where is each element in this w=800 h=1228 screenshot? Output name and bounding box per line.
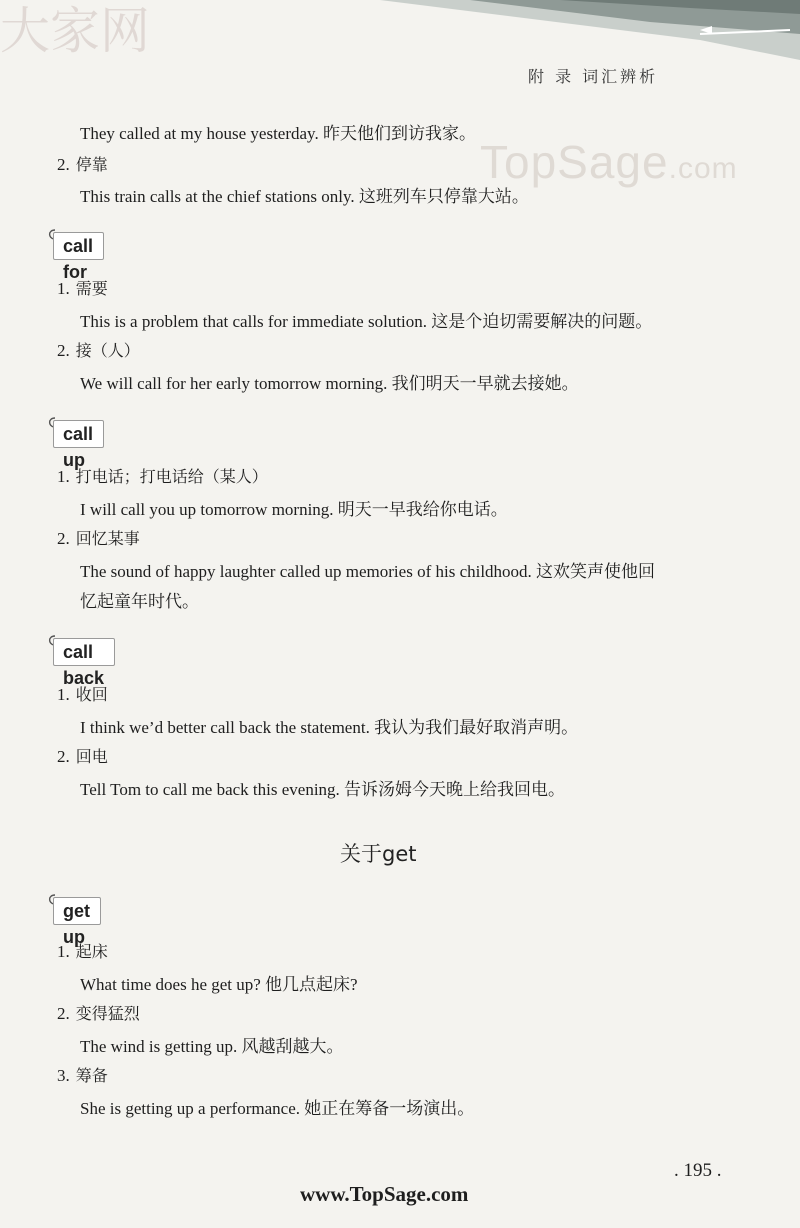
sense-label: 回电 (75, 747, 108, 766)
sense-item (57, 276, 108, 299)
sense-label: 回忆某事 (75, 529, 140, 548)
watermark-main: TopSage (480, 136, 669, 188)
phrase-tag-label: call for (53, 232, 104, 260)
sense-label: 变得猛烈 (75, 1004, 140, 1023)
phrase-tag-label: call back (53, 638, 115, 666)
example-sentence: I will call you up tomorrow morning. 明天一早我给你电话。 (80, 500, 508, 519)
header-title: 附 录 词汇辨析 (528, 67, 659, 86)
phrase-tag-label: get up (53, 897, 101, 925)
sense-label: 停靠 (75, 155, 108, 174)
sense-label: 收回 (75, 685, 108, 704)
sense-number: 3. (57, 1066, 70, 1085)
sense-number: 2. (57, 747, 70, 766)
sense-item (57, 1063, 108, 1086)
example-sentence: I think we’d better call back the statement. 我认为我们最好取消声明。 (80, 718, 579, 737)
example-sentence: What time does he get up? 他几点起床? (80, 975, 358, 994)
watermark (480, 135, 738, 189)
sense-number: 2. (57, 341, 70, 360)
example-sentence: The sound of happy laughter called up memories of his childhood. 这欢笑声使他回 (80, 562, 656, 581)
watermark-suffix: .com (668, 152, 738, 185)
sense-item (57, 152, 108, 175)
sense-number: 2. (57, 155, 70, 174)
example-sentence-continued: 忆起童年时代。 (80, 592, 199, 611)
example-sentence: The wind is getting up. 风越刮越大。 (80, 1037, 344, 1056)
watermark-logo-icon (0, 0, 180, 60)
sense-label: 接（人） (75, 341, 140, 360)
sense-number: 2. (57, 529, 70, 548)
sense-number: 1. (57, 467, 70, 486)
page-header (0, 0, 800, 110)
sense-item (57, 464, 268, 487)
example-sentence: Tell Tom to call me back this evening. 告诉汤姆今天晚上给我回电。 (80, 780, 566, 799)
sense-number: 1. (57, 685, 70, 704)
sense-label: 筹备 (75, 1066, 108, 1085)
sense-label: 需要 (75, 279, 108, 298)
footer-url: www.TopSage.com (300, 1182, 469, 1206)
sense-label: 起床 (75, 942, 108, 961)
sense-item (57, 744, 108, 767)
sense-item (57, 1001, 140, 1024)
sense-item (57, 682, 108, 705)
example-sentence: She is getting up a performance. 她正在筹备一场演出。 (80, 1099, 475, 1118)
phrase-tag-label: call up (53, 420, 104, 448)
example-sentence: This train calls at the chief stations only. 这班列车只停靠大站。 (80, 187, 529, 206)
example-sentence: They called at my house yesterday. 昨天他们到访我家。 (80, 124, 476, 143)
example-sentence: This is a problem that calls for immediate solution. 这是个迫切需要解决的问题。 (80, 312, 653, 331)
example-sentence: We will call for her early tomorrow morning. 我们明天一早就去接她。 (80, 374, 579, 393)
svg-text:大家网: 大家网 (0, 2, 150, 60)
sense-item (57, 526, 140, 549)
section-title: 关于get (340, 842, 417, 866)
sense-number: 2. (57, 1004, 70, 1023)
sense-item (57, 338, 140, 361)
sense-item (57, 939, 108, 962)
sense-number: 1. (57, 942, 70, 961)
sense-number: 1. (57, 279, 70, 298)
page-number: . 195 . (674, 1160, 722, 1181)
sense-label: 打电话；打电话给（某人） (75, 467, 268, 486)
